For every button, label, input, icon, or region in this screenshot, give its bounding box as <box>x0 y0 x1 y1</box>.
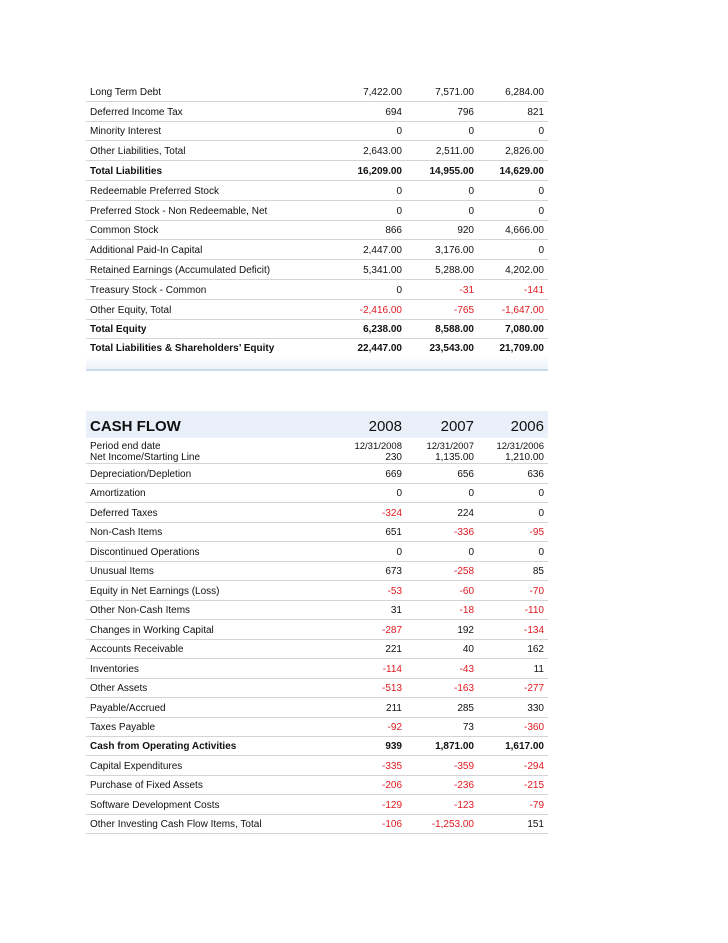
table-row <box>86 201 548 221</box>
row-value-1: 6,238.00 <box>363 324 402 336</box>
row-label: Accounts Receivable <box>90 644 184 655</box>
row-value-1: 7,422.00 <box>363 86 402 98</box>
row-value-2: 23,543.00 <box>429 343 474 355</box>
row-value-3: 162 <box>527 644 544 655</box>
table-row <box>86 280 548 300</box>
table-row <box>86 240 548 260</box>
row-value-1: -513 <box>381 683 402 694</box>
row-value-3: 4,666.00 <box>505 225 544 237</box>
row-label: Unusual Items <box>90 566 154 577</box>
table-row <box>86 698 548 718</box>
row-label: Minority Interest <box>90 126 162 138</box>
row-value-2: 1,871.00 <box>435 741 474 752</box>
row-value-2: 796 <box>457 106 474 118</box>
row-label: Common Stock <box>90 225 159 237</box>
row-label: Purchase of Fixed Assets <box>90 780 203 791</box>
row-value-3: -360 <box>523 722 544 733</box>
period-date-1: 12/31/2008 <box>354 441 402 452</box>
row-value-1: -129 <box>381 799 402 811</box>
row-value-3: -110 <box>524 605 544 616</box>
table-row <box>86 620 548 640</box>
row-value-3: -95 <box>529 527 544 538</box>
table-row <box>86 523 548 543</box>
row-label: Total Liabilities <box>90 165 163 177</box>
row-value-2: 0 <box>468 205 474 217</box>
row-label: Non-Cash Items <box>90 527 163 538</box>
table-row <box>86 320 548 340</box>
row-value-3: 330 <box>527 702 544 714</box>
row-value-3: -294 <box>523 760 544 772</box>
row-label: Taxes Payable <box>90 722 156 733</box>
cash-flow-table <box>86 411 548 834</box>
table-row <box>86 484 548 504</box>
row-value-1: 673 <box>385 566 402 577</box>
row-value-1: 651 <box>385 527 402 538</box>
row-label: Changes in Working Capital <box>90 624 214 636</box>
row-value-2: -18 <box>459 605 474 616</box>
row-value-2: -1,253.00 <box>431 819 474 830</box>
row-value-3: -1,647.00 <box>501 304 544 316</box>
net-income-label: Net Income/Starting Line <box>90 452 201 463</box>
table-row <box>86 300 548 320</box>
table-row <box>86 464 548 484</box>
row-label: Preferred Stock - Non Redeemable, Net <box>90 205 268 217</box>
table-row <box>86 82 548 102</box>
row-value-1: -2,416.00 <box>359 304 402 316</box>
row-value-3: -277 <box>523 683 544 694</box>
row-value-2: 920 <box>457 225 474 237</box>
table-row <box>86 640 548 660</box>
row-value-1: 0 <box>396 488 402 499</box>
row-value-3: 636 <box>527 468 544 480</box>
row-value-2: 0 <box>468 185 474 197</box>
table-row <box>86 581 548 601</box>
row-value-3: 11 <box>533 663 544 675</box>
row-value-2: -31 <box>459 284 474 296</box>
row-value-3: 151 <box>527 819 544 830</box>
row-value-2: 7,571.00 <box>435 86 474 98</box>
row-label: Other Non-Cash Items <box>90 605 191 616</box>
year-header-2: 2007 <box>440 418 474 435</box>
row-value-2: 0 <box>468 126 474 138</box>
row-value-1: 221 <box>385 644 402 655</box>
row-label: Other Assets <box>90 683 148 694</box>
table-row <box>86 659 548 679</box>
row-value-3: 2,826.00 <box>505 146 544 158</box>
row-value-1: 16,209.00 <box>357 165 402 177</box>
net-income-value-2: 1,135.00 <box>435 452 474 463</box>
period-row <box>86 438 548 464</box>
row-value-1: 0 <box>396 284 402 296</box>
row-value-1: 669 <box>385 468 402 480</box>
table-row <box>86 795 548 815</box>
row-value-1: 2,447.00 <box>363 245 402 257</box>
row-value-3: -215 <box>523 780 544 791</box>
table-row <box>86 161 548 181</box>
row-label: Equity in Net Earnings (Loss) <box>90 585 220 597</box>
period-date-3: 12/31/2006 <box>496 441 544 452</box>
row-value-3: 0 <box>538 185 544 197</box>
table-row <box>86 141 548 161</box>
row-value-1: -335 <box>381 760 402 772</box>
row-label: Redeemable Preferred Stock <box>90 185 219 197</box>
row-label: Total Equity <box>90 324 147 336</box>
row-label: Treasury Stock - Common <box>90 284 207 296</box>
row-label: Capital Expenditures <box>90 760 183 772</box>
row-value-2: 0 <box>468 546 474 558</box>
row-value-3: 0 <box>538 488 544 499</box>
row-value-2: -236 <box>453 780 474 791</box>
row-value-3: 0 <box>538 245 544 257</box>
row-value-1: 0 <box>396 185 402 197</box>
row-value-2: 192 <box>457 624 474 636</box>
row-value-1: 866 <box>385 225 402 237</box>
table-row <box>86 601 548 621</box>
row-value-1: 0 <box>396 205 402 217</box>
table-row <box>86 339 548 371</box>
row-label: Deferred Taxes <box>90 507 158 519</box>
cash-flow-rows <box>86 464 548 834</box>
table-row <box>86 815 548 835</box>
row-value-2: 40 <box>462 644 474 655</box>
row-value-1: 211 <box>386 702 402 714</box>
row-value-2: 285 <box>457 702 474 714</box>
year-header-3: 2006 <box>510 418 544 435</box>
row-value-1: 22,447.00 <box>357 343 402 355</box>
row-value-2: 14,955.00 <box>429 165 474 177</box>
year-header-1: 2008 <box>368 418 402 435</box>
table-row <box>86 503 548 523</box>
row-value-1: 2,643.00 <box>363 146 402 158</box>
row-label: Other Equity, Total <box>90 304 172 316</box>
row-value-2: -163 <box>453 683 474 694</box>
period-date-2: 12/31/2007 <box>426 441 474 452</box>
row-value-1: -53 <box>387 585 402 597</box>
table-row <box>86 679 548 699</box>
row-value-1: 939 <box>385 741 402 752</box>
row-label: Total Liabilities & Shareholders’ Equity <box>90 343 275 355</box>
row-value-3: -141 <box>523 284 544 296</box>
row-value-2: 656 <box>457 468 474 480</box>
row-label: Cash from Operating Activities <box>90 741 237 752</box>
row-value-3: -79 <box>529 799 544 811</box>
row-value-3: 0 <box>538 546 544 558</box>
table-row <box>86 181 548 201</box>
row-label: Retained Earnings (Accumulated Deficit) <box>90 264 271 276</box>
row-value-3: 0 <box>538 126 544 138</box>
row-label: Long Term Debt <box>90 86 161 98</box>
row-label: Depreciation/Depletion <box>90 468 192 480</box>
row-value-3: 1,617.00 <box>505 741 544 752</box>
row-value-2: 5,288.00 <box>435 264 474 276</box>
row-value-1: -324 <box>381 507 402 519</box>
row-label: Payable/Accrued <box>90 702 166 714</box>
row-value-2: -258 <box>453 566 474 577</box>
table-row <box>86 718 548 738</box>
row-value-3: 7,080.00 <box>505 324 544 336</box>
row-value-3: 85 <box>532 566 544 577</box>
table-row <box>86 756 548 776</box>
row-value-1: -114 <box>382 663 402 675</box>
row-value-1: -106 <box>381 819 402 830</box>
row-label: Other Investing Cash Flow Items, Total <box>90 819 262 830</box>
row-value-2: 3,176.00 <box>435 245 474 257</box>
row-label: Software Development Costs <box>90 799 220 811</box>
row-value-3: -70 <box>529 585 544 597</box>
row-value-3: 0 <box>538 507 544 519</box>
table-row <box>86 122 548 142</box>
row-value-2: 73 <box>462 722 474 733</box>
row-value-1: -206 <box>381 780 402 791</box>
table-row <box>86 102 548 122</box>
net-income-value-3: 1,210.00 <box>505 452 544 463</box>
row-value-1: 5,341.00 <box>363 264 402 276</box>
row-value-3: 14,629.00 <box>499 165 544 177</box>
row-label: Inventories <box>90 663 139 675</box>
row-value-2: 8,588.00 <box>435 324 474 336</box>
table-row <box>86 562 548 582</box>
row-value-2: -359 <box>453 760 474 772</box>
row-value-2: -43 <box>459 663 474 675</box>
table-row <box>86 542 548 562</box>
row-value-3: 821 <box>527 106 544 118</box>
row-label: Discontinued Operations <box>90 546 200 558</box>
row-label: Additional Paid-In Capital <box>90 245 203 257</box>
period-end-label: Period end date <box>90 441 161 452</box>
row-value-1: 31 <box>390 605 402 616</box>
row-value-3: 21,709.00 <box>499 343 544 355</box>
net-income-value-1: 230 <box>385 452 402 463</box>
row-value-2: 2,511.00 <box>435 146 474 158</box>
row-value-1: 0 <box>396 126 402 138</box>
row-value-3: 6,284.00 <box>505 86 544 98</box>
row-value-2: -123 <box>453 799 474 811</box>
cash-flow-title: CASH FLOW <box>90 418 181 435</box>
cash-flow-header <box>86 411 548 438</box>
row-value-1: 0 <box>396 546 402 558</box>
row-label: Deferred Income Tax <box>90 106 183 118</box>
row-value-1: 694 <box>385 106 402 118</box>
row-value-3: -134 <box>523 624 544 636</box>
row-value-2: -765 <box>453 304 474 316</box>
row-value-1: -287 <box>381 624 402 636</box>
row-label: Other Liabilities, Total <box>90 146 186 158</box>
balance-sheet-table <box>86 82 548 371</box>
row-value-3: 4,202.00 <box>505 264 544 276</box>
row-value-1: -92 <box>387 722 402 733</box>
table-row <box>86 737 548 756</box>
table-row <box>86 776 548 796</box>
row-value-3: 0 <box>538 205 544 217</box>
row-value-2: -336 <box>453 527 474 538</box>
row-value-2: -60 <box>459 585 474 597</box>
table-row <box>86 260 548 280</box>
table-row <box>86 221 548 241</box>
row-label: Amortization <box>90 488 146 499</box>
row-value-2: 0 <box>468 488 474 499</box>
row-value-2: 224 <box>457 507 474 519</box>
